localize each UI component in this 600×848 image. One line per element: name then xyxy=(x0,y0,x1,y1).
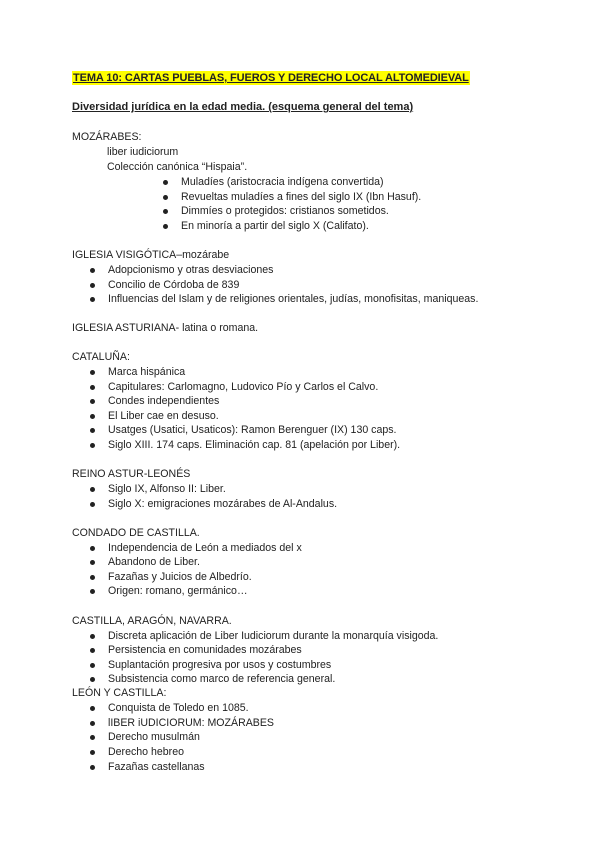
bullet-icon xyxy=(90,721,95,726)
bullet-icon xyxy=(90,589,95,594)
bullet-icon xyxy=(163,209,168,214)
bullet-icon xyxy=(163,224,168,229)
line-coleccion-canonica: Colección canónica “Hispaia”. xyxy=(107,161,248,173)
bullet-icon xyxy=(90,648,95,653)
bullet-icon xyxy=(90,677,95,682)
bullet-icon xyxy=(90,706,95,711)
bullet-icon xyxy=(90,370,95,375)
section-heading-leon-castilla: LEÓN Y CASTILLA: xyxy=(72,687,167,699)
bullet-icon xyxy=(90,735,95,740)
bullet-icon xyxy=(90,634,95,639)
section-heading-cataluna: CATALUÑA: xyxy=(72,351,130,363)
bullet-icon xyxy=(90,385,95,390)
bullet-icon xyxy=(90,297,95,302)
bullet-icon xyxy=(90,546,95,551)
bullet-icon xyxy=(90,663,95,668)
bullet-icon xyxy=(90,399,95,404)
bullet-icon xyxy=(90,443,95,448)
bullet-icon xyxy=(90,560,95,565)
section-heading-condado-castilla: CONDADO DE CASTILLA. xyxy=(72,527,200,539)
section-heading-iglesia-asturiana: IGLESIA ASTURIANA- latina o romana. xyxy=(72,322,259,334)
bullet-icon xyxy=(163,180,168,185)
bullet-icon xyxy=(90,268,95,273)
bullet-icon xyxy=(163,195,168,200)
document-page: TEMA 10: CARTAS PUEBLAS, FUEROS Y DERECHO LOCAL ALTOMEDIEVAL Diversidad jurídica en la edad media. (esquema general del tema) MOZÁRABES: liber iudiciorum Colección canónica “Hispaia”. Muladíes (aristocracia indígena convertida) Revueltas muladíes a fines del siglo IX (Ibn Hasuf). Dimmíes o protegidos: cristianos sometidos. En minoría a partir del siglo X (Califato). IGLESIA VISIGÓTICA–mozárabe Adopcionismo y otras desviaciones Concilio de Córdoba de 839 Influencias del Islam y de religiones orientales, judías, monofisitas, maniqueas. IGLESIA ASTURIANA- latina o romana. CATALUÑA: Marca hispánica Capitulares: Carlomagno, Ludovico Pío y Carlos el Calvo. Condes independientes El Liber cae en desuso. Usatges (Usatici, Usaticos): Ramon Berenguer (IX) 130 caps. Siglo XIII. 174 caps. Eliminación cap. 81 (apelación por Liber). REINO ASTUR-LEONÉS Siglo IX, Alfonso II: Liber. Siglo X: emigraciones mozárabes de Al-Andalus. CONDADO DE CASTILLA. Independencia de León a mediados del x Abandono de Liber. Fazañas y Juicios de Albedrío. Origen: romano, germánico… CASTILLA, ARAGÓN, NAVARRA. Discreta aplicación de Liber Iudiciorum durante la monarquía visigoda. Persistencia en comunidades mozárabes Suplantación progresiva por usos y costumbres Subsistencia como marco de referencia general. LEÓN Y CASTILLA: Conquista de Toledo en 1085. lIBER iUDICIORUM: MOZÁRABES Derecho musulmán Derecho hebreo Fazañas castellanas xyxy=(72,72,479,773)
document-subtitle: Diversidad jurídica en la edad media. (esquema general del tema) xyxy=(72,101,414,113)
section-heading-mozarabes: MOZÁRABES: xyxy=(72,131,142,143)
bullet-icon xyxy=(90,502,95,507)
bullet-icon xyxy=(90,575,95,580)
bullet-icon xyxy=(90,765,95,770)
bullet-icon xyxy=(90,750,95,755)
document-title: TEMA 10: CARTAS PUEBLAS, FUEROS Y DERECHO LOCAL ALTOMEDIEVAL xyxy=(73,72,469,84)
bullet-icon xyxy=(90,283,95,288)
bullet-icon xyxy=(90,428,95,433)
section-heading-iglesia-visigotica: IGLESIA VISIGÓTICA–mozárabe xyxy=(72,249,230,261)
section-heading-castilla-aragon-navarra: CASTILLA, ARAGÓN, NAVARRA. xyxy=(72,615,232,627)
section-heading-reino-astur-leones: REINO ASTUR-LEONÉS xyxy=(72,468,191,480)
bullet-icon xyxy=(90,487,95,492)
bullet-icon xyxy=(90,414,95,419)
line-liber-iudiciorum: liber iudiciorum xyxy=(107,146,179,158)
